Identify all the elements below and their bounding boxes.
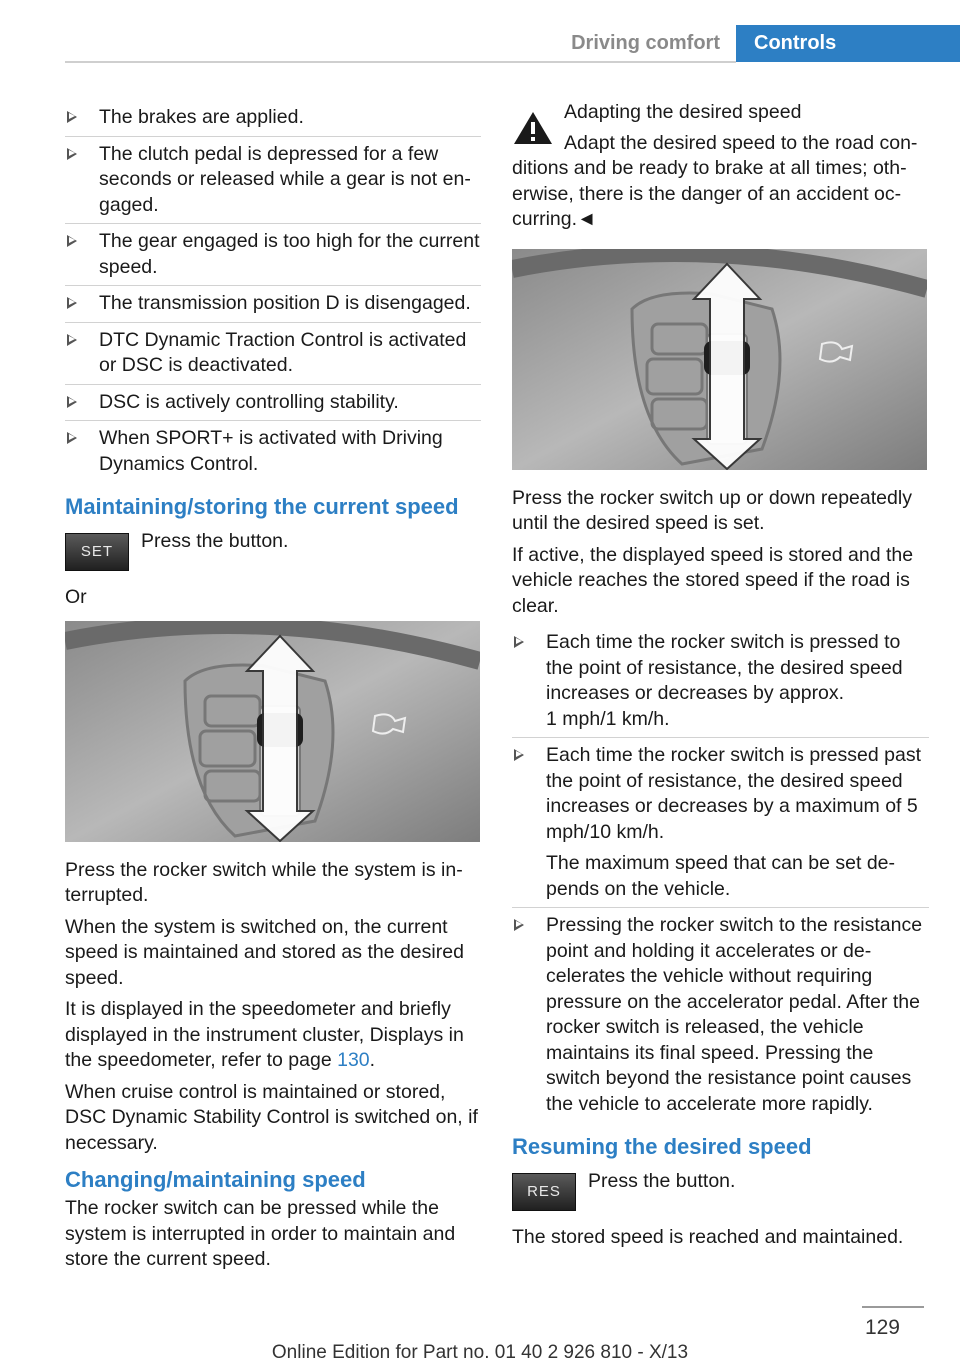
section-heading-maintaining: Maintaining/storing the current speed xyxy=(65,494,459,519)
list-item: The clutch pedal is depressed for a few seconds or released while a gear is not engaged. xyxy=(65,137,481,225)
page-reference-link[interactable]: 130 xyxy=(337,1049,370,1071)
list-item: When SPORT+ is activated with Driving Dynamics Control. xyxy=(65,421,481,483)
header-rule xyxy=(65,61,736,63)
dsc-text: When cruise control is maintained or stored, DSC Dynamic Stability Control is switched on, if necessary. xyxy=(65,1080,478,1154)
header-tab-controls: Controls xyxy=(736,25,960,62)
displayed-text: It is displayed in the speedometer and briefly displayed in the instrument cluster, Displays in the speedometer, refer to page 130. xyxy=(65,998,464,1071)
steering-wheel-rocker-image xyxy=(512,249,927,470)
bullet-triangle-icon xyxy=(67,111,77,123)
bullet-triangle-icon xyxy=(67,297,77,309)
rocker-list xyxy=(512,625,929,1123)
list-item: Each time the rocker switch is pressed to the point of resistance, the desired speed increases or decreases by approx. 1 mph/1 km/h. xyxy=(512,625,929,738)
repeat-press-text: Press the rocker switch up or down repeatedly until the desired speed is set. xyxy=(512,486,912,534)
list-item: Pressing the rocker switch to the resistance point and holding it accelerates or decelerates the vehicle without requiring pressure on the accelerator pedal. After the rocker switch is released, the vehicle maintains its final speed. Pressing the switch beyond the resistance point causes the vehicle to accelerate more rapidly. xyxy=(512,908,929,1123)
warning-box xyxy=(512,100,929,233)
condition-list xyxy=(65,100,481,483)
right-column xyxy=(512,100,929,1257)
set-button-row xyxy=(65,529,481,571)
list-item: DTC Dynamic Traction Control is activated or DSC is deactivated. xyxy=(65,323,481,385)
warning-title: Adapting the desired speed xyxy=(564,101,802,123)
list-item: The transmission position D is disengaged. xyxy=(65,286,481,323)
list-item: The gear engaged is too high for the current speed. xyxy=(65,224,481,286)
bullet-triangle-icon xyxy=(514,636,524,648)
list-item: DSC is actively controlling stability. xyxy=(65,385,481,422)
changing-text: The rocker switch can be pressed while the system is interrupted in order to maintain and store the current speed. xyxy=(65,1197,456,1270)
left-column xyxy=(65,100,481,1279)
header-section-title: Driving comfort xyxy=(571,32,720,54)
stored-reached-text: The stored speed is reached and maintained. xyxy=(512,1226,904,1248)
system-on-text: When the system is switched on, the current speed is maintained and stored as the desired speed. xyxy=(65,915,464,989)
section-heading-changing: Changing/maintaining speed xyxy=(65,1167,366,1192)
stored-speed-text: If active, the displayed speed is stored and the vehicle reaches the stored speed if the road is clear. xyxy=(512,543,914,617)
footer-rule xyxy=(862,1306,924,1308)
press-button-text: Press the button. xyxy=(588,1170,736,1192)
warning-text: Adapt the desired speed to the road conditions and be ready to brake at all times; otherwise, there is the danger of an accident occurring.◄ xyxy=(512,131,918,230)
bullet-triangle-icon xyxy=(514,749,524,761)
section-heading-resuming: Resuming the desired speed xyxy=(512,1134,812,1159)
page-number: 129 xyxy=(864,1316,900,1339)
rocker-press-text: Press the rocker switch while the system is interrupted. xyxy=(65,858,463,906)
or-text: Or xyxy=(65,586,87,608)
edition-line: Online Edition for Part no. 01 40 2 926 810 - X/13 xyxy=(271,1342,689,1363)
steering-wheel-rocker-image xyxy=(65,621,480,842)
bullet-triangle-icon xyxy=(67,148,77,160)
bullet-triangle-icon xyxy=(67,432,77,444)
warning-triangle-icon xyxy=(512,110,554,146)
press-button-text: Press the button. xyxy=(141,530,289,552)
res-button-image: RES xyxy=(512,1173,576,1211)
res-button-row xyxy=(512,1169,929,1211)
bullet-triangle-icon xyxy=(67,396,77,408)
set-button-image: SET xyxy=(65,533,129,571)
bullet-triangle-icon xyxy=(514,919,524,931)
list-item: Each time the rocker switch is pressed past the point of resistance, the desired speed increases or decreases by a maximum of 5 mph/10 km/h. The maximum speed that can be set depends on the vehicle. xyxy=(512,738,929,908)
bullet-triangle-icon xyxy=(67,334,77,346)
bullet-triangle-icon xyxy=(67,235,77,247)
list-item: The brakes are applied. xyxy=(65,100,481,137)
